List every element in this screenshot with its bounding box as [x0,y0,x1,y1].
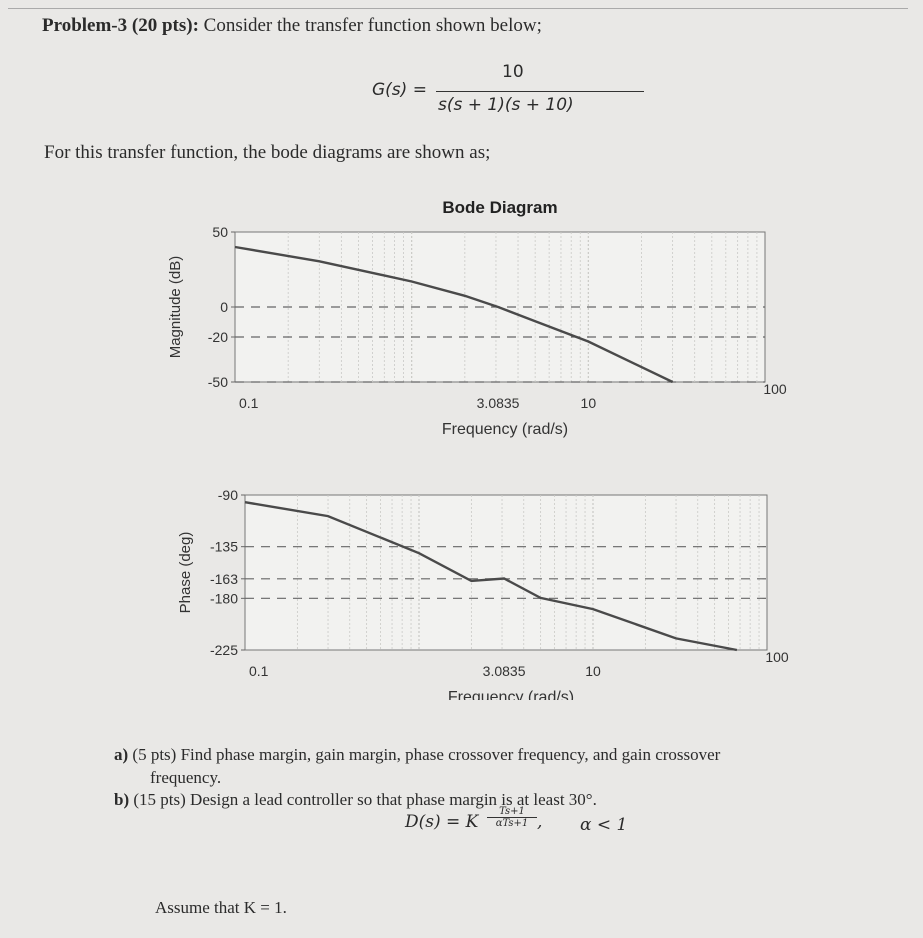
question-b-label: b) [114,790,130,809]
question-a-label: a) [114,745,129,764]
intro-text: For this transfer function, the bode diagrams are shown as; [44,142,491,163]
x-tick-label: 0.1 [239,395,259,411]
y-tick-label: 50 [212,224,228,240]
controller-frac-num: Ts+1 [487,806,537,818]
problem-text: Consider the transfer function shown below; [198,15,542,36]
tf-numerator: 10 [502,62,524,82]
alpha-constraint: α < 1 [580,815,628,835]
phase-plot [177,487,789,700]
x-tick-label: 0.1 [249,663,269,679]
y-tick-label: -180 [209,590,238,607]
problem-label: Problem-3 (20 pts): [42,15,199,36]
assumption: Assume that K = 1. [155,898,287,917]
question-a-continued: frequency. [150,768,222,787]
y-tick-label: -90 [217,487,238,503]
x-tick-label: 3.0835 [482,663,526,679]
x-tick-label: 10 [580,395,597,411]
magnitude-ylabel: Magnitude (dB) [167,255,184,359]
y-tick-label: 0 [220,299,228,315]
phase-x-ticks [249,649,789,679]
problem-statement [42,15,542,37]
bode-svg [160,190,800,700]
controller-formula [405,806,543,832]
phase-ylabel: Phase (deg) [177,531,194,614]
tf-fraction-bar [436,91,644,92]
controller-frac-den: αTs+1 [495,818,529,829]
controller-tail: , [537,812,543,832]
x-tick-label: 3.0835 [476,395,520,411]
top-rule [8,8,908,9]
question-b-text: (15 pts) Design a lead controller so that phase margin is at least 30°. [133,790,597,809]
phase-xlabel: Frequency (rad/s) [447,689,575,700]
y-tick-label: -163 [209,570,238,587]
y-tick-label: -135 [209,538,238,555]
magnitude-plot [167,224,787,438]
phase-frame [245,495,767,650]
question-a-text: (5 pts) Find phase margin, gain margin, phase crossover frequency, and gain crossover [132,745,721,764]
x-tick-label: 100 [763,381,787,397]
y-tick-label: -20 [207,329,228,345]
x-tick-label: 100 [765,649,789,665]
magnitude-xlabel: Frequency (rad/s) [441,421,569,438]
x-tick-label: 10 [585,663,601,679]
phase-y-ticks [210,487,245,658]
controller-lhs: D(s) = K [405,812,479,832]
y-tick-label: -50 [207,374,228,390]
magnitude-y-ticks [208,224,235,390]
question-a [114,745,720,765]
bode-diagram [160,190,800,705]
tf-denominator: s(s + 1)(s + 10) [438,95,574,115]
bode-title: Bode Diagram [442,198,558,217]
controller-fraction [487,806,537,829]
tf-lhs: G(s) = [372,80,427,100]
y-tick-label: -225 [209,642,238,658]
magnitude-x-ticks [239,381,787,411]
